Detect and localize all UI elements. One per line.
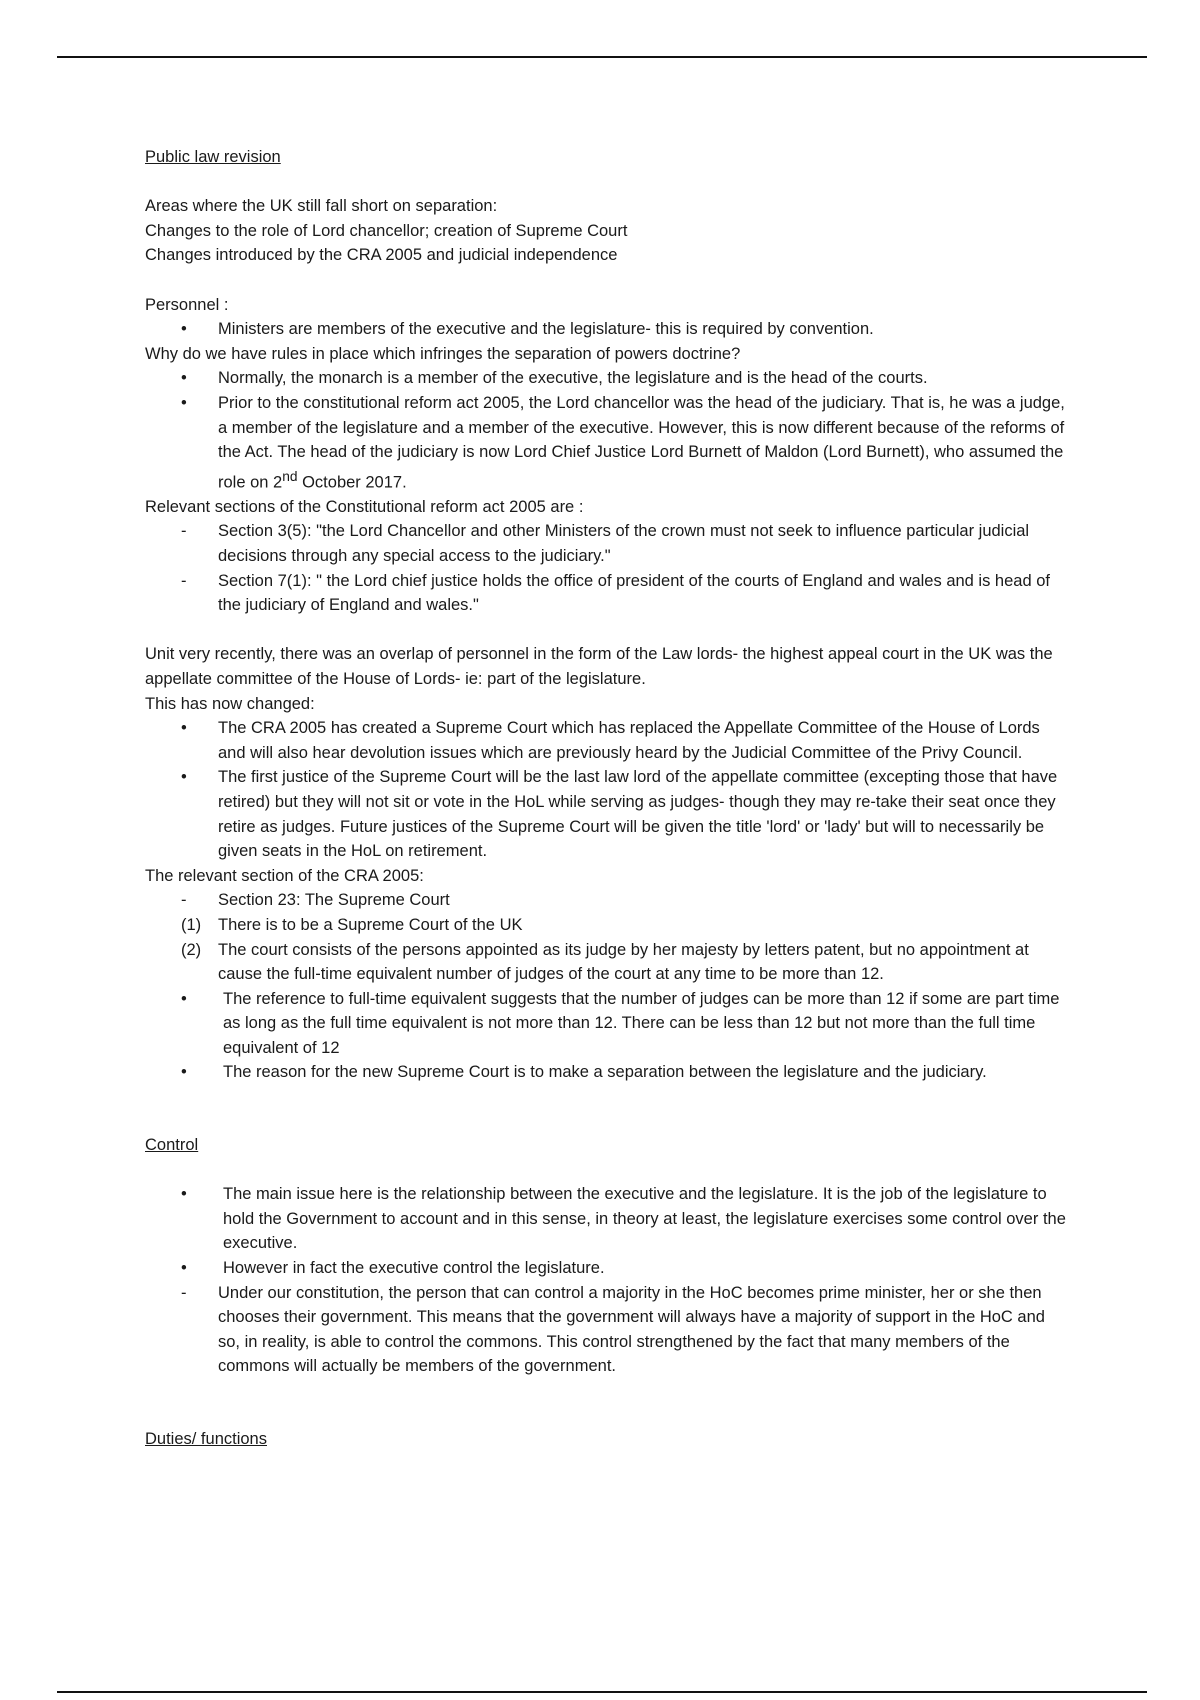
list-item: • However in fact the executive control the legislature. (145, 1256, 1070, 1281)
personnel-list (145, 317, 1070, 342)
number-marker: (1) (181, 915, 202, 934)
sections-intro: Relevant sections of the Constitutional reform act 2005 are : (145, 497, 584, 516)
list-item: • Normally, the monarch is a member of the executive, the legislature and is the head of the courts. (145, 366, 1070, 391)
why-list (145, 366, 1070, 494)
number-marker: (2) (181, 940, 202, 959)
bullet-marker: • (181, 369, 187, 388)
dash-marker: - (181, 522, 187, 541)
list-item: • The reference to full-time equivalent suggests that the number of judges can be more than 12 if some are part time as long as the full time equivalent is not more than 12. There can be less than 12 but not more than the full time equivalent of 12 (145, 987, 1070, 1061)
document-body (145, 145, 1070, 1452)
duties-heading: Duties/ functions (145, 1430, 267, 1448)
section23-list (145, 888, 1070, 986)
list-item: • Ministers are members of the executive and the legislature- this is required by convention. (145, 317, 1070, 342)
cra-intro: The relevant section of the CRA 2005: (145, 866, 424, 885)
dash-marker: - (181, 571, 187, 590)
list-item: - Under our constitution, the person that can control a majority in the HoC becomes prime minister, her or she then chooses their government. This means that the government will always have a majority of support in the HoC and so, in reality, is able to control the commons. This control strengthened by the fact that many members of the commons will actually be members of the government. (145, 1281, 1070, 1379)
list-item: • The first justice of the Supreme Court will be the last law lord of the appellate committee (excepting those that have retired) but they will not sit or vote in the HoL while serving as judges- though they may re-take their seat once they retire as judges. Future justices of the Supreme Court will be given the title 'lord' or 'lady' but will to necessarily be given seats in the HoL on retirement. (145, 765, 1070, 863)
bullet-marker: • (181, 1259, 187, 1278)
header-rule (57, 56, 1147, 58)
bullet-marker: • (181, 989, 187, 1008)
date-superscript: nd (282, 468, 298, 484)
document-title: Public law revision (145, 148, 281, 166)
bullet-marker: • (181, 393, 187, 412)
list-item: • The CRA 2005 has created a Supreme Court which has replaced the Appellate Committee of the House of Lords and will also hear devolution issues which are previously heard by the Judicial Committee of the Privy Council. (145, 716, 1070, 765)
bullet-marker: • (181, 1063, 187, 1082)
bullet-marker: • (181, 719, 187, 738)
court-list (145, 987, 1070, 1085)
changed-intro: This has now changed: (145, 694, 315, 713)
list-item: - Section 3(5): "the Lord Chancellor and other Ministers of the crown must not seek to influence particular judicial decisions through any special access to the judiciary." (145, 519, 1070, 568)
bullet-marker: • (181, 768, 187, 787)
list-item: • The main issue here is the relationship between the executive and the legislature. It is the job of the legislature to hold the Government to account and in this sense, in theory at least, the legislature exercises some control over the executive. (145, 1182, 1070, 1256)
personnel-heading: Personnel : (145, 295, 229, 314)
list-item: - Section 7(1): " the Lord chief justice holds the office of president of the courts of England and wales and is head of the judiciary of England and wales." (145, 569, 1070, 618)
why-question: Why do we have rules in place which infringes the separation of powers doctrine? (145, 344, 741, 363)
dash-marker: - (181, 1283, 187, 1302)
overlap-paragraph: Unit very recently, there was an overlap of personnel in the form of the Law lords- the highest appeal court in the UK was the appellate committee of the House of Lords- ie: part of the legislature. (145, 645, 1053, 688)
control-list (145, 1182, 1070, 1280)
footer-rule (57, 1691, 1147, 1693)
list-item: • The reason for the new Supreme Court is to make a separation between the legislature and the judiciary. (145, 1060, 1070, 1085)
bullet-marker: • (181, 320, 187, 339)
control-dash-list (145, 1281, 1070, 1379)
list-item: (2) The court consists of the persons appointed as its judge by her majesty by letters patent, but no appointment at cause the full-time equivalent number of judges of the court at any time to be more than 12. (145, 938, 1070, 987)
list-item: - Section 23: The Supreme Court (145, 888, 1070, 913)
list-item: (1) There is to be a Supreme Court of the UK (145, 913, 1070, 938)
bullet-marker: • (181, 1185, 187, 1204)
changed-list (145, 716, 1070, 864)
control-heading: Control (145, 1136, 199, 1155)
dash-marker: - (181, 891, 187, 910)
intro-line-3: Changes introduced by the CRA 2005 and judicial independence (145, 246, 618, 265)
sections-list (145, 519, 1070, 617)
intro-line-1: Areas where the UK still fall short on separation: (145, 197, 498, 216)
list-item: • Prior to the constitutional reform act 2005, the Lord chancellor was the head of the judiciary. That is, he was a judge, a member of the legislature and a member of the executive. However, this is now different because of the reforms of the Act. The head of the judiciary is now Lord Chief Justice Lord Burnett of Maldon (Lord Burnett), who assumed the role on 2nd October 2017. (145, 391, 1070, 495)
intro-line-2: Changes to the role of Lord chancellor; creation of Supreme Court (145, 221, 628, 240)
